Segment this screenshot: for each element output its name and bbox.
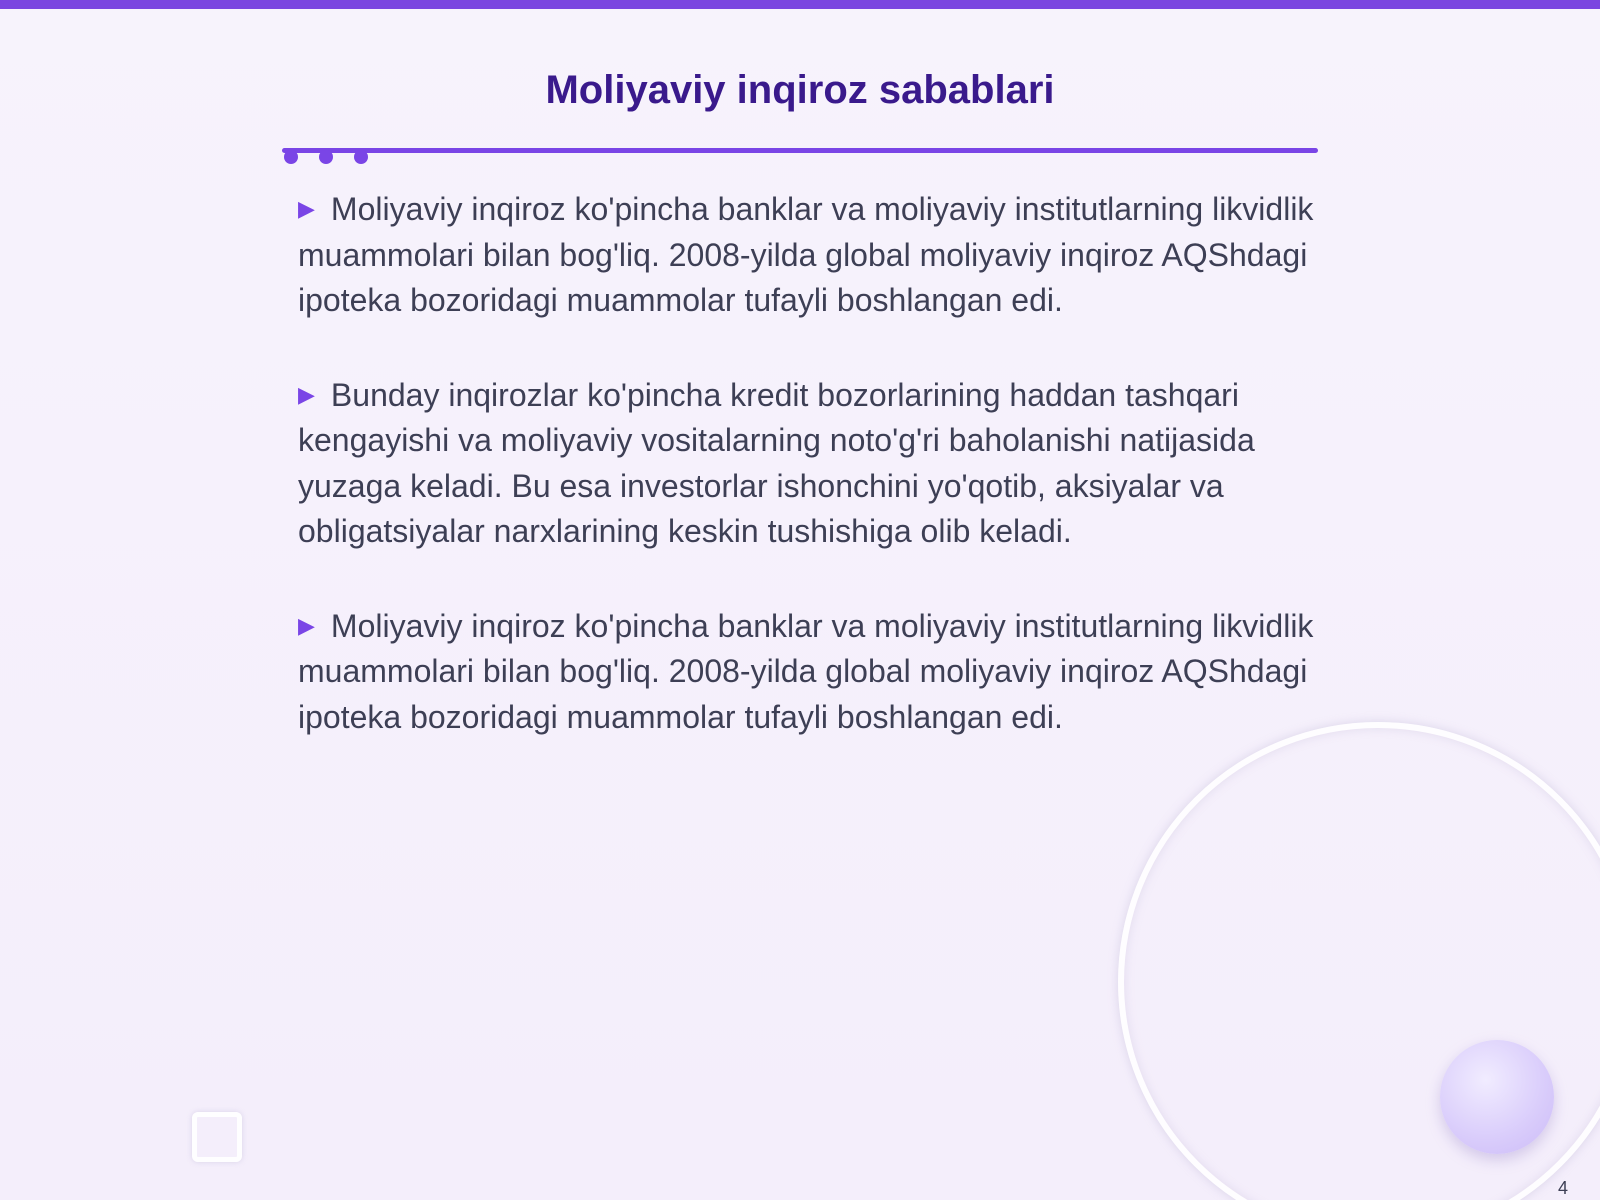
triangle-bullet-icon: ▶: [298, 196, 315, 221]
underline-dot: [319, 150, 333, 164]
title-underline: [282, 148, 1318, 153]
bullet-item: [298, 372, 1318, 555]
slide-title: Moliyaviy inqiroz sabablari: [545, 68, 1055, 112]
underline-dot: [284, 150, 298, 164]
bullet-text: Bunday inqirozlar ko'pincha kredit bozorlarining haddan tashqari kengayishi va moliyaviy vositalarning noto'g'ri baholanishi natijasida yuzaga keladi. Bu esa investorlar ishonchini yo'qotib, aksiyalar va obligatsiyalar narxlarining keskin tushishiga olib keladi.: [298, 376, 1255, 549]
underline-dot: [354, 150, 368, 164]
bullet-item: [298, 186, 1318, 324]
decorative-sphere: [1440, 1040, 1554, 1154]
top-accent-bar: [0, 0, 1600, 9]
triangle-bullet-icon: ▶: [298, 612, 315, 638]
bullet-text: Moliyaviy inqiroz ko'pincha banklar va moliyaviy institutlarning likvidlik muammolari bilan bog'liq. 2008-yilda global moliyaviy inqiroz AQShdagi ipoteka bozoridagi muammolar tufayli boshlangan edi.: [298, 191, 1314, 318]
bullet-item: [298, 603, 1318, 741]
page-number: 4: [1557, 1178, 1568, 1198]
decorative-square: [192, 1112, 242, 1162]
bullet-text: Moliyaviy inqiroz ko'pincha banklar va moliyaviy institutlarning likvidlik muammolari bilan bog'liq. 2008-yilda global moliyaviy inqiroz AQShdagi ipoteka bozoridagi muammolar tufayli boshlangan edi.: [298, 607, 1314, 735]
bullet-list: [298, 186, 1318, 788]
triangle-bullet-icon: ▶: [298, 381, 315, 407]
